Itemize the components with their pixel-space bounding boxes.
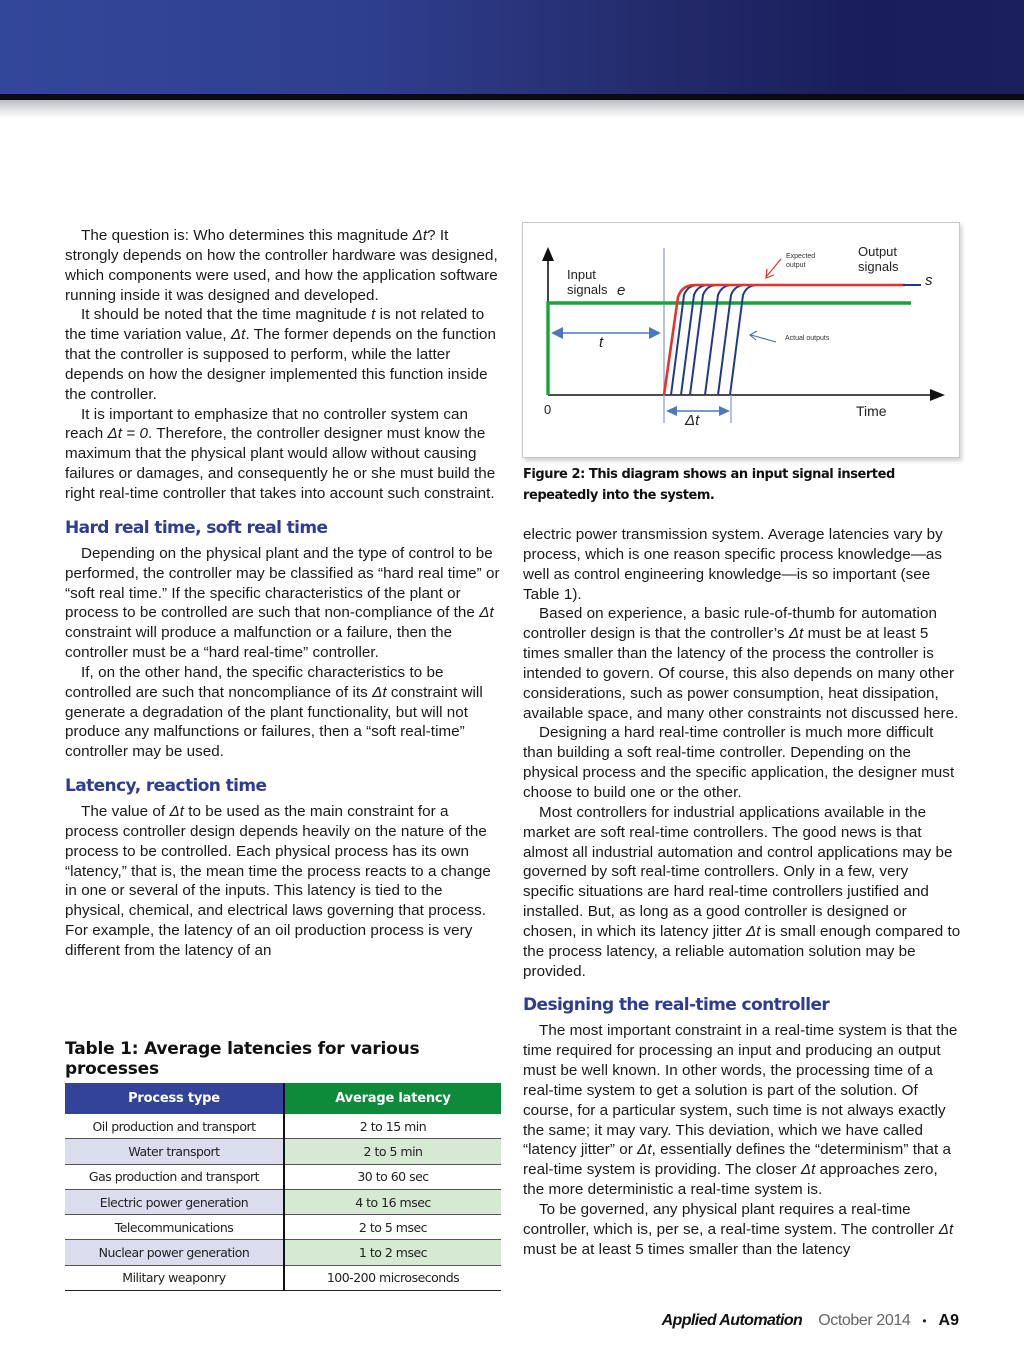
- latency-cell: 4 to 16 msec: [284, 1189, 501, 1214]
- paragraph: If, on the other hand, the specific characteristics to be controlled are such that noncompliance of its Δt constraint will generate a degradation of the plant functionality, but will not produce any malfunctions or failures, then a “soft real-time” controller may be used.: [65, 663, 483, 761]
- latency-cell: 30 to 60 sec: [284, 1164, 501, 1189]
- paragraph: The value of Δt to be used as the main constraint for a process controller design depends heavily on the nature of the process to be controlled. Each physical process has its own “latency,” that is, the mean time the process reacts to a change in one or several of the inputs. This latency is tied to the physical, chemical, and electrical laws governing that process. For example, the latency of an oil production process is very different from the latency of an: [65, 803, 491, 959]
- process-type-cell: Water transport: [65, 1139, 284, 1164]
- output-label-line1: Output: [858, 244, 898, 259]
- input-label-line1: Input: [567, 267, 596, 282]
- y-axis-arrow-icon: [542, 247, 554, 261]
- output-symbol: s: [925, 272, 933, 289]
- table-row: [65, 1114, 501, 1139]
- input-symbol: e: [617, 282, 626, 299]
- process-type-cell: Military weaponry: [65, 1265, 284, 1290]
- paragraph: It should be noted that the time magnitude t is not related to the time variation value, Δt. The former depends on the function that the controller is supposed to perform, while the latter depends on how the designer implemented this function inside the controller.: [65, 306, 497, 403]
- column-header-process-type: Process type: [65, 1083, 284, 1114]
- publication-name: Applied Automation: [661, 1312, 803, 1329]
- column-header-average-latency: Average latency: [284, 1083, 501, 1114]
- paragraph: Most controllers for industrial applications available in the market are soft real-time controllers. The good news is that almost all industrial automation and control applications may be governed by soft real-time controllers. Only in a few, very specific situations are hard real-time controllers justified and installed. But, as long as a good controller is designed or chosen, in which its latency jitter Δt is small enough compared to the process latency, a reliable automation solution may be provided.: [523, 803, 961, 980]
- input-label-line2: signals: [567, 282, 608, 297]
- delta-t-label: Δt: [685, 412, 700, 429]
- section-heading-designing: Designing the real-time controller: [523, 995, 830, 1016]
- table-row: [65, 1139, 501, 1164]
- figure-2-diagram: [522, 222, 960, 458]
- process-type-cell: Electric power generation: [65, 1189, 284, 1214]
- figure-caption: Figure 2: This diagram shows an input signal inserted repeatedly into the system.: [523, 467, 895, 503]
- latency-table: [65, 1083, 501, 1291]
- page-number: A9: [938, 1312, 959, 1329]
- time-axis-label: Time: [856, 403, 887, 419]
- issue-date: October 2014: [818, 1312, 911, 1329]
- table-row: [65, 1189, 501, 1214]
- t-label: t: [599, 334, 604, 351]
- process-type-cell: Gas production and transport: [65, 1164, 284, 1189]
- expected-label-line2: output: [786, 262, 806, 269]
- process-type-cell: Telecommunications: [65, 1215, 284, 1240]
- right-column: [523, 525, 961, 1260]
- section-heading-latency: Latency, reaction time: [65, 776, 267, 797]
- origin-label: 0: [544, 402, 552, 417]
- latency-cell: 1 to 2 msec: [284, 1240, 501, 1265]
- table-title: Table 1: Average latencies for various processes: [65, 1039, 420, 1079]
- paragraph: The question is: Who determines this magnitude Δt? It strongly depends on how the controller hardware was designed, which components were used, and how the application software running inside it was designed and developed.: [65, 227, 498, 304]
- header-shadow: [0, 100, 1024, 118]
- x-axis-arrow-icon: [930, 389, 945, 401]
- separator-bullet: •: [922, 1314, 927, 1328]
- table-header-row: [65, 1083, 501, 1114]
- expected-label-line1: Expected: [786, 253, 816, 260]
- left-column: [65, 226, 503, 961]
- section-heading-hard-soft: Hard real time, soft real time: [65, 517, 328, 538]
- paragraph: electric power transmission system. Average latencies vary by process, which is one reason specific process knowledge—as well as control engineering knowledge—is so important (see Table 1).: [523, 526, 943, 603]
- table-row: [65, 1164, 501, 1189]
- table-row: [65, 1265, 501, 1290]
- latency-cell: 2 to 15 min: [284, 1114, 501, 1139]
- signal-timing-diagram: [523, 223, 959, 457]
- paragraph: The most important constraint in a real-time system is that the time required for processing an input and producing an output must be well known. In other words, the processing time of a real-time system to get a solution is part of the solution. Of course, for a particular system, such time is not always exactly the same; it may vary. This deviation, which we have called “latency jitter” or Δt, essentially defines the “determinism” that a real-time system is providing. The closer Δt approaches zero, the more deterministic a real-time system is.: [523, 1022, 958, 1199]
- table-row: [65, 1240, 501, 1265]
- paragraph: Depending on the physical plant and the type of control to be performed, the controller may be classified as “hard real time” or “soft real time.” If the specific characteristics of the plant or process to be controlled are such that non-compliance of the Δt constraint will produce a malfunction or a failure, then the controller must be a “hard real-time” controller.: [65, 544, 500, 662]
- latency-cell: 2 to 5 msec: [284, 1215, 501, 1240]
- table-row: [65, 1215, 501, 1240]
- paragraph: It is important to emphasize that no controller system can reach Δt = 0. Therefore, the controller designer must know the maximum that the physical plant would allow without causing failures or damages, and consequently he or she must build the right real-time controller that takes into account such constraint.: [65, 405, 496, 502]
- page-footer: [662, 1310, 959, 1332]
- actual-outputs-label: Actual outputs: [785, 335, 830, 342]
- latency-cell: 100-200 microseconds: [284, 1265, 501, 1290]
- output-label-line2: signals: [858, 259, 899, 274]
- paragraph: Designing a hard real-time controller is much more difficult than building a soft real-time controller. Depending on the physical process and the specific application, the designer must choose to build one or the other.: [523, 724, 955, 801]
- process-type-cell: Nuclear power generation: [65, 1240, 284, 1265]
- header-banner: [0, 0, 1024, 94]
- paragraph: To be governed, any physical plant requires a real-time controller, which is, per se, a real-time system. The controller Δt must be at least 5 times smaller than the latency: [523, 1201, 954, 1258]
- process-type-cell: Oil production and transport: [65, 1114, 284, 1139]
- paragraph: Based on experience, a basic rule-of-thumb for automation controller design is that the controller’s Δt must be at least 5 times smaller than the latency of the process the controller is intended to govern. Of course, this also depends on many other considerations, such as power consumption, heat dissipation, available space, and many other constraints not discussed here.: [523, 605, 959, 722]
- latency-cell: 2 to 5 min: [284, 1139, 501, 1164]
